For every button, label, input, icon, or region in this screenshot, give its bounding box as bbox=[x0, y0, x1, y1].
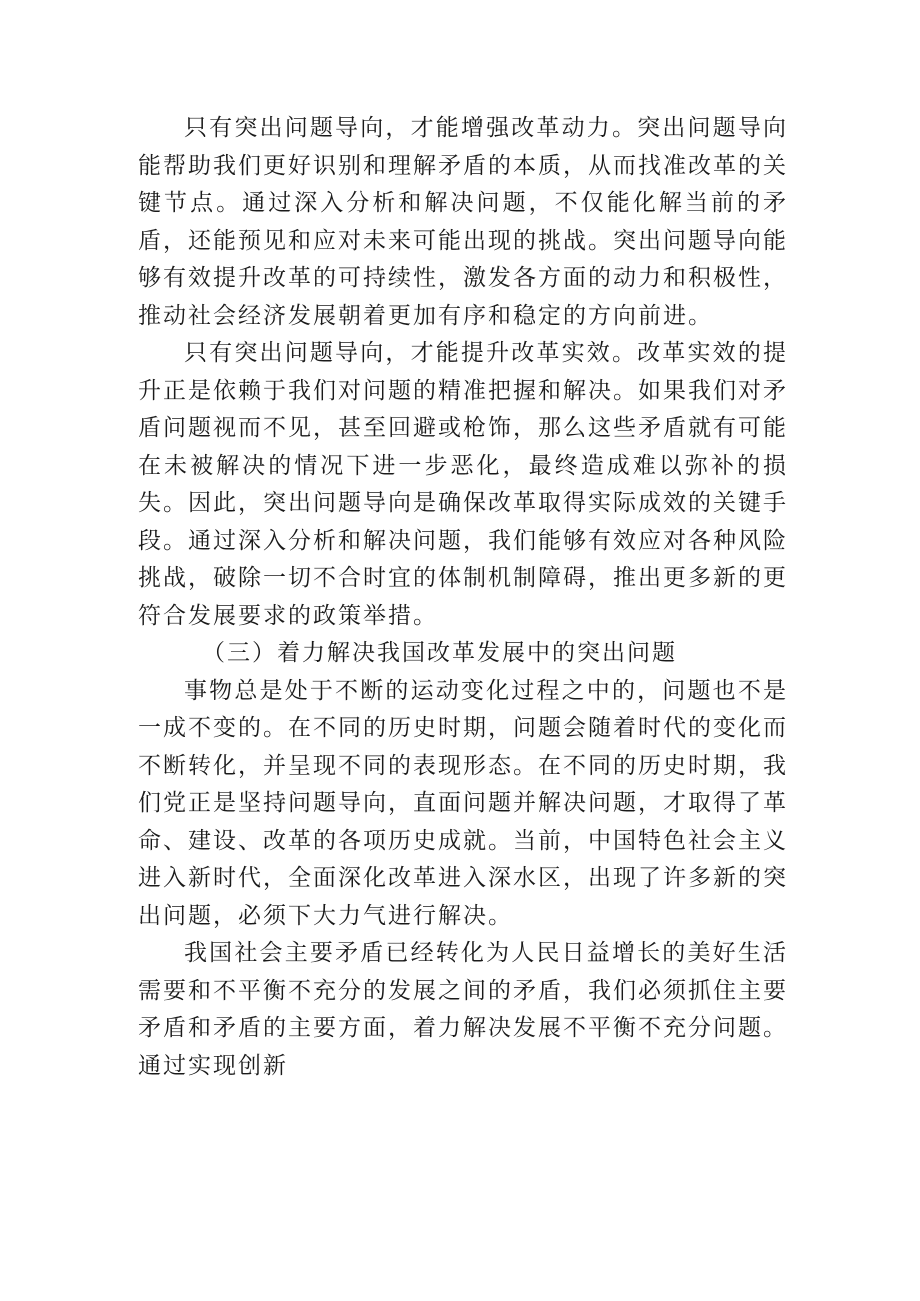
paragraph-changing-problems: 事物总是处于不断的运动变化过程之中的，问题也不是一成不变的。在不同的历史时期，问题会随着时代的变化而不断转化，并呈现不同的表现形态。在不同的历史时期，我们党正是坚持问题导向，直面问题并解决问题，才取得了革命、建设、改革的各项历史成就。当前，中国特色社会主义进入新时代，全面深化改革进入深水区，出现了许多新的突出问题，必须下大力气进行解决。 bbox=[138, 677, 788, 929]
document-body bbox=[138, 110, 788, 1085]
section-heading: （三）着力解决我国改革发展中的突出问题 bbox=[202, 640, 677, 666]
paragraph-reform-effectiveness: 只有突出问题导向，才能提升改革实效。改革实效的提升正是依赖于我们对问题的精准把握和解决。如果我们对矛盾问题视而不见，甚至回避或枪饰，那么这些矛盾就有可能在未被解决的情况下进一步恶化，最终造成难以弥补的损失。因此，突出问题导向是确保改革取得实际成效的关键手段。通过深入分析和解决问题，我们能够有效应对各种风险挑战，破除一切不合时宜的体制机制障碍，推出更多新的更符合发展要求的政策举措。 bbox=[138, 340, 788, 629]
paragraph-reform-motivation: 只有突出问题导向，才能增强改革动力。突出问题导向能帮助我们更好识别和理解矛盾的本质，从而找准改革的关键节点。通过深入分析和解决问题，不仅能化解当前的矛盾，还能预见和应对未来可能出现的挑战。突出问题导向能够有效提升改革的可持续性，激发各方面的动力和积极性，推动社会经济发展朝着更加有序和稳定的方向前进。 bbox=[138, 115, 788, 329]
paragraph-principal-contradiction: 我国社会主要矛盾已经转化为人民日益增长的美好生活需要和不平衡不充分的发展之间的矛盾，我们必须抓住主要矛盾和矛盾的主要方面，着力解决发展不平衡不充分问题。通过实现创新 bbox=[138, 940, 788, 1079]
